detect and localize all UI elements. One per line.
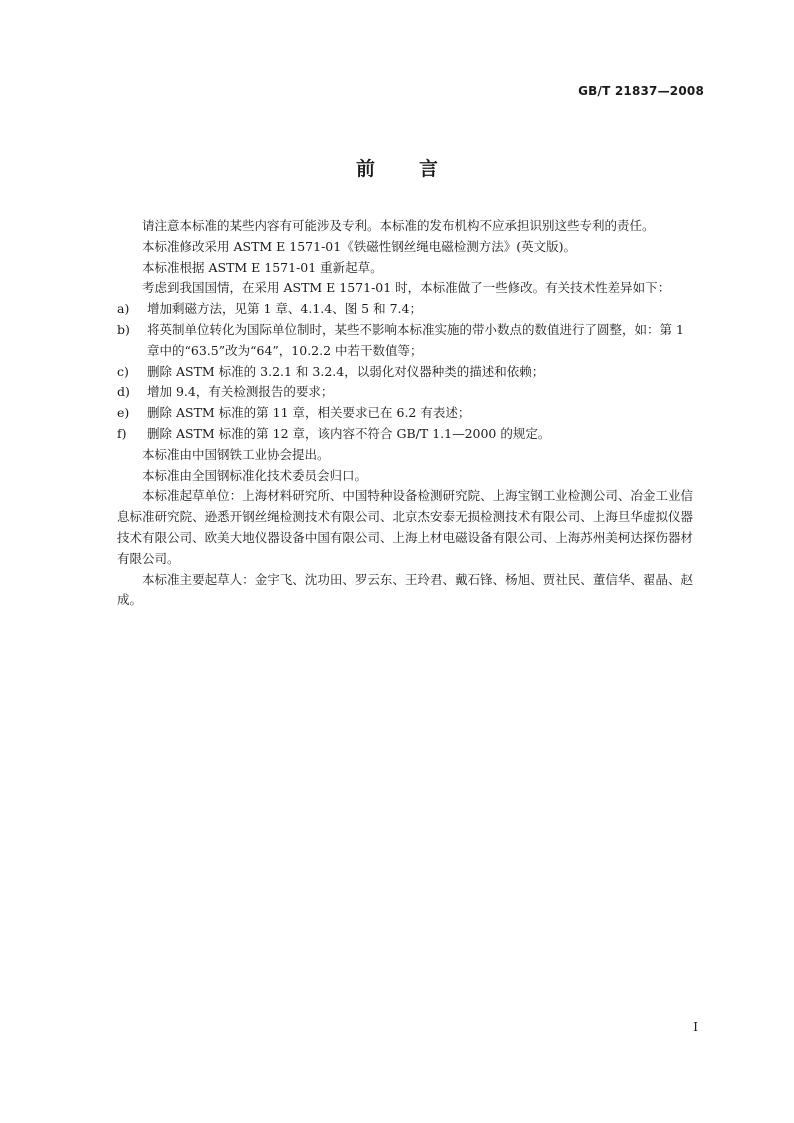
standard-code: GB/T 21837—2008 bbox=[578, 84, 704, 98]
list-item-text: 删除 ASTM 标准的 3.2.1 和 3.2.4，以弱化对仪器种类的描述和依赖； bbox=[147, 363, 545, 379]
page-number: I bbox=[693, 1020, 698, 1034]
list-item bbox=[117, 320, 693, 362]
list-item bbox=[117, 362, 693, 383]
list-item-text: 删除 ASTM 标准的第 12 章，该内容不符合 GB/T 1.1—2000 的规定。 bbox=[147, 425, 551, 441]
paragraph-differences-intro: 考虑到我国国情，在采用 ASTM E 1571-01 时，本标准做了一些修改。有关技术性差异如下： bbox=[142, 280, 671, 296]
list-item bbox=[117, 403, 693, 424]
list-item-mark: b) bbox=[117, 321, 130, 337]
list-item-text: 将英制单位转化为国际单位制时，某些不影响本标准实施的带小数点的数值进行了圆整，如：第 1 章中的“63.5”改为“64”，10.2.2 中若干数值等； bbox=[147, 321, 684, 358]
paragraph-redrafting: 本标准根据 ASTM E 1571-01 重新起草。 bbox=[142, 259, 383, 275]
paragraph-centralized: 本标准由全国钢标准化技术委员会归口。 bbox=[142, 467, 368, 483]
list-item bbox=[117, 382, 693, 403]
list-item-mark: e) bbox=[117, 405, 130, 421]
list-item-mark: c) bbox=[117, 363, 129, 379]
list-item-mark: f) bbox=[117, 425, 127, 441]
paragraph-drafting-units: 本标准起草单位：上海材料研究所、中国特种设备检测研究院、上海宝钢工业检测公司、冶金工业信息标准研究院、逊悉开钢丝绳检测技术有限公司、北京杰安泰无损检测技术有限公司、上海旦华虚拟仪器技术有限公司、欧美大地仪器设备中国有限公司、上海上材电磁设备有限公司、上海苏州美柯达探伤器材有限公司。 bbox=[117, 488, 693, 566]
list-item-mark: d) bbox=[117, 384, 130, 400]
list-item-text: 增加 9.4，有关检测报告的要求； bbox=[147, 384, 334, 400]
list-item bbox=[117, 424, 693, 445]
list-item-text: 增加剩磁方法，见第 1 章、4.1.4、图 5 和 7.4； bbox=[147, 301, 422, 317]
page-title: 前言 bbox=[355, 158, 482, 180]
preface-body bbox=[117, 216, 693, 611]
paragraph-drafters: 本标准主要起草人：金宇飞、沈功田、罗云东、王玲君、戴石锋、杨旭、贾社民、董信华、翟晶、赵成。 bbox=[117, 571, 693, 608]
list-item-mark: a) bbox=[117, 301, 130, 317]
paragraph-proposer: 本标准由中国钢铁工业协会提出。 bbox=[142, 446, 330, 462]
list-item-text: 删除 ASTM 标准的第 11 章，相关要求已在 6.2 有表述； bbox=[147, 405, 471, 421]
list-item bbox=[117, 299, 693, 320]
paragraph-patent-notice: 请注意本标准的某些内容有可能涉及专利。本标准的发布机构不应承担识别这些专利的责任。 bbox=[142, 218, 655, 233]
paragraph-adoption: 本标准修改采用 ASTM E 1571-01《铁磁性钢丝绳电磁检测方法》(英文版)。 bbox=[142, 238, 576, 254]
